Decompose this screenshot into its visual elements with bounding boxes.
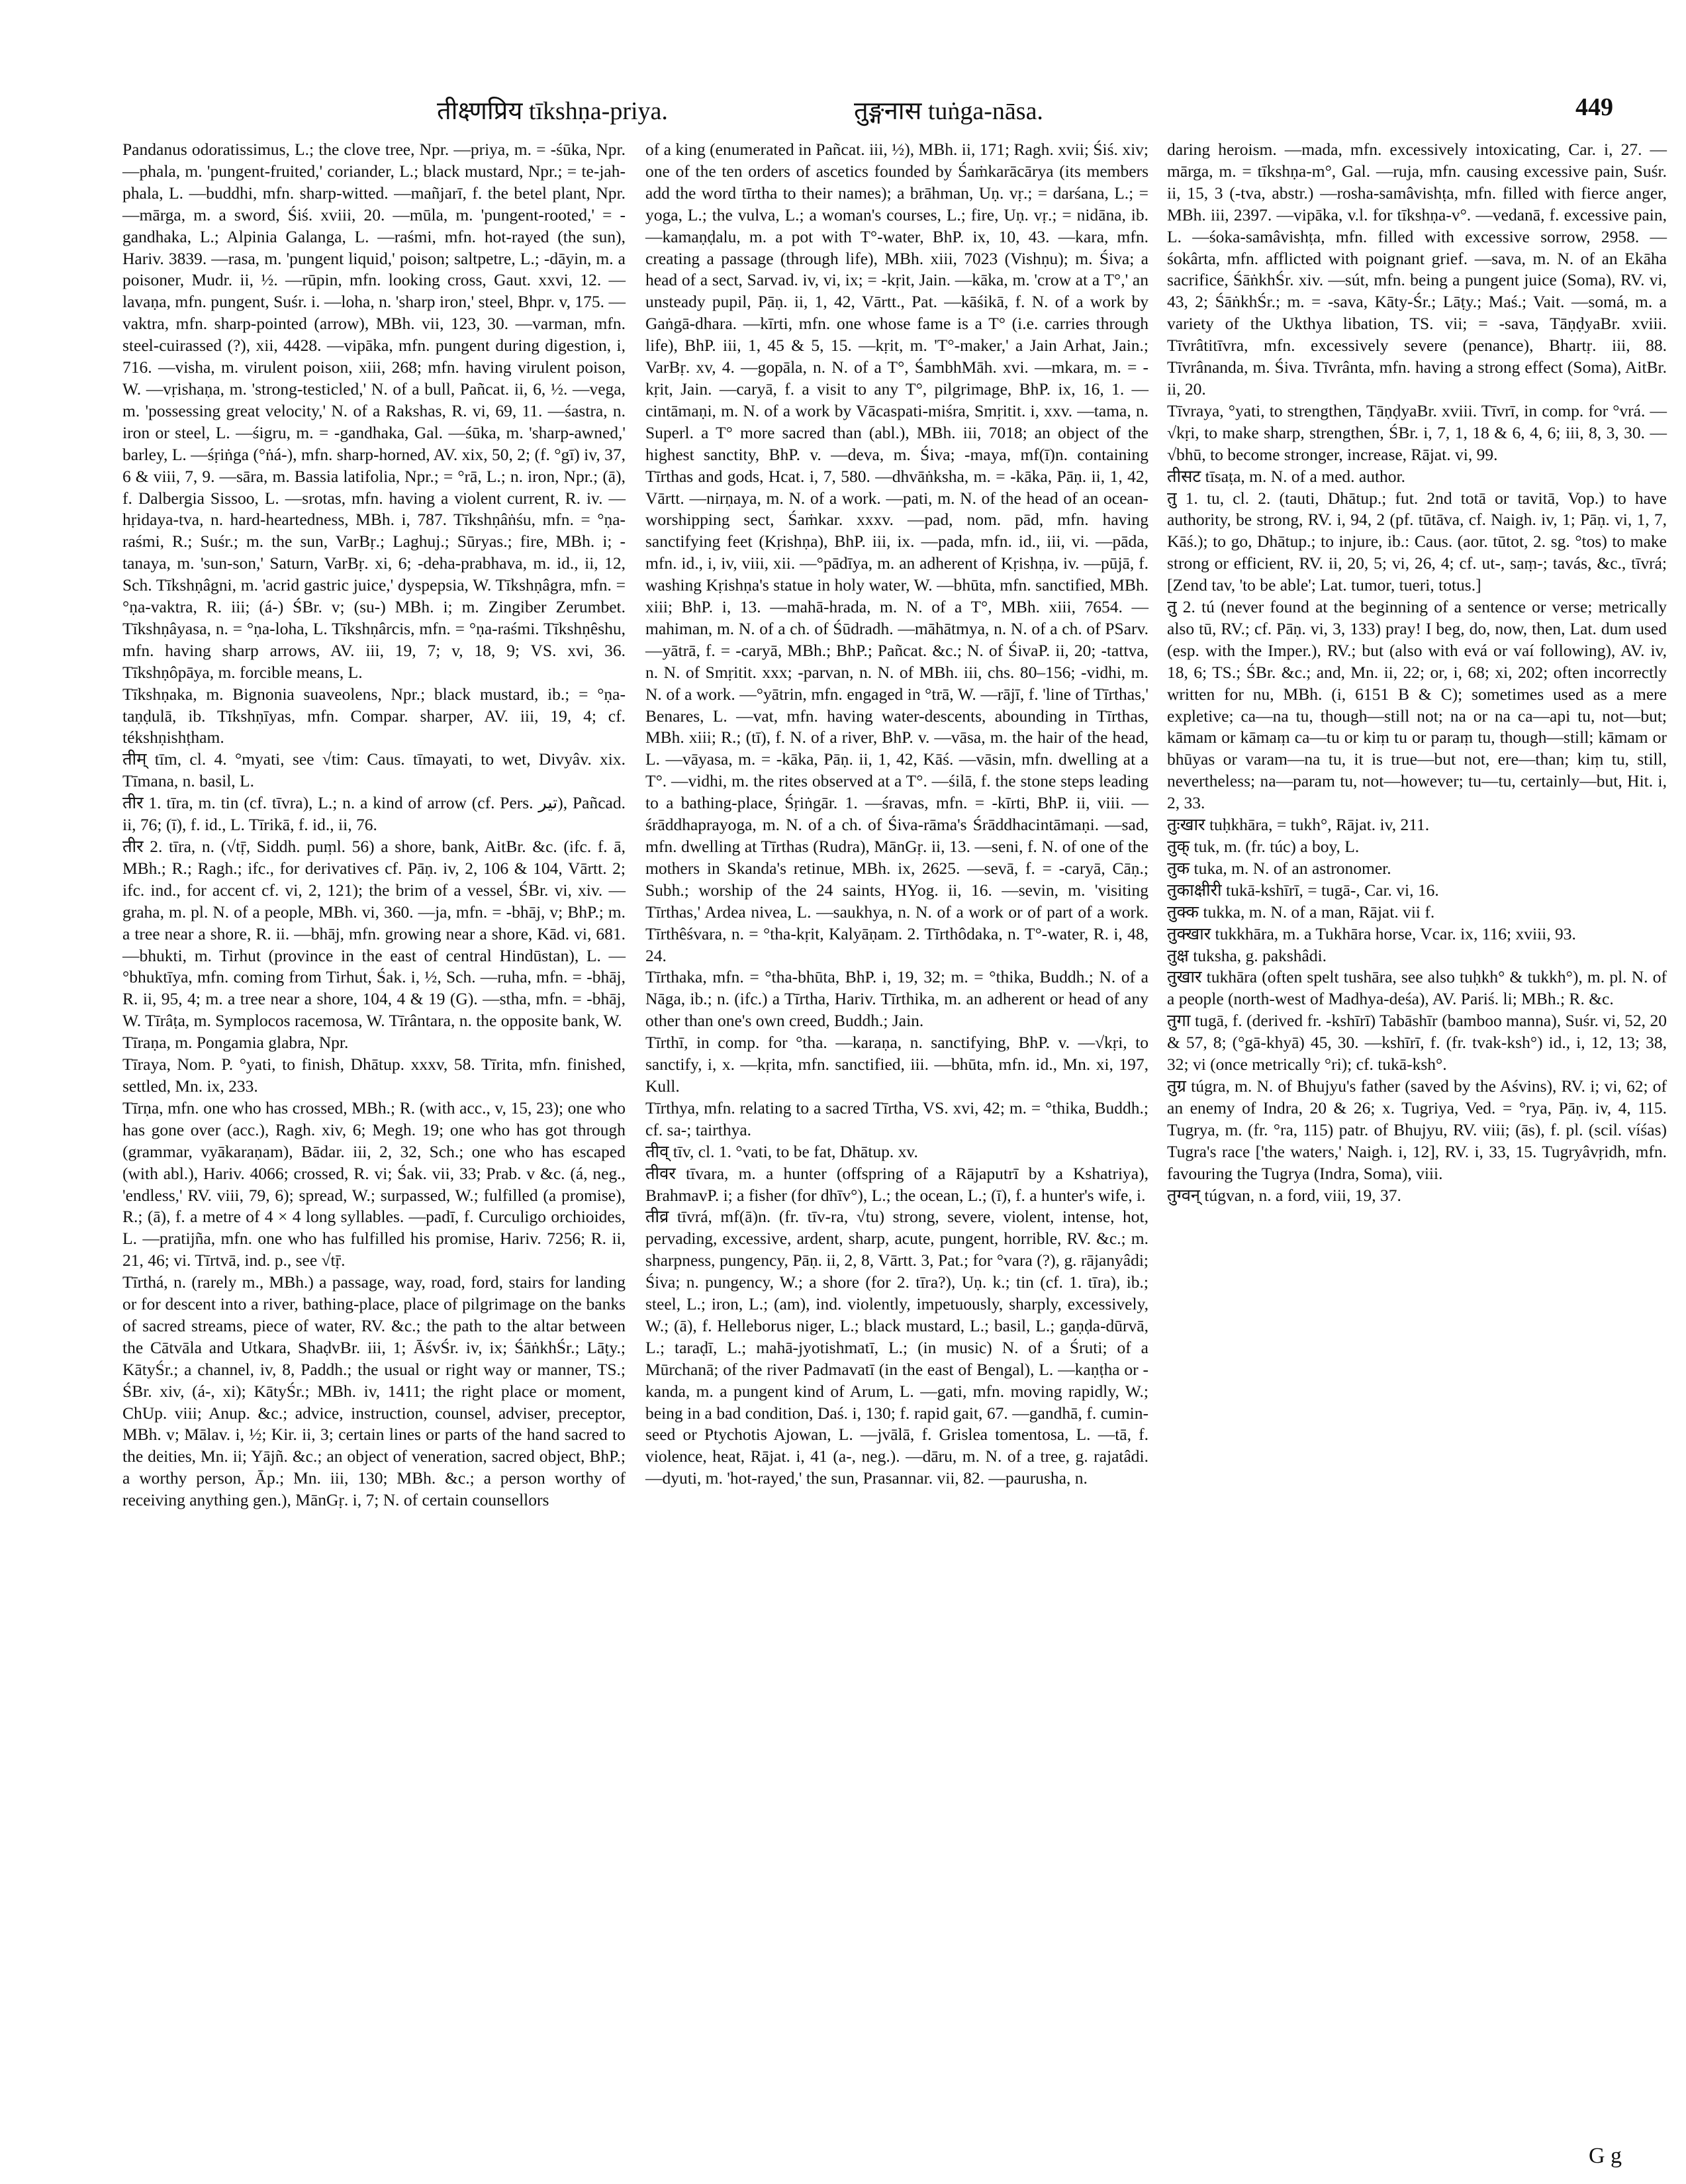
entry-paragraph: तुकाक्षीरी tukā-kshīrī, = tugā-, Car. vi, 16.: [1167, 880, 1439, 900]
entry-paragraph: daring heroism. —mada, mfn. excessively intoxicating, Car. i, 27. —mārga, m. = tīkshṇa-m°, Gal. —ruja, mfn. causing excessive pain, Suśr. ii, 15, 3 (-tva, abstr.) —rosha-samâvishṭa, mfn. filled with fierce anger, MBh. iii, 2397. —vipāka, v.l. for tīkshṇa-v°. —vedanā, f. excessive pain, L. —śoka-samâvishṭa, mfn. filled with excessive sorrow, 2958. —śokârta, mfn. afflicted with poignant grief. —sava, m. N. of an Ekāha sacrifice, ŚāṅkhŚr. xiv. —sút, mfn. being a pungent juice (Soma), RV. vi, 43, 2; ŚāṅkhŚr.; m. = -sava, Kāty-Śr.; Lāṭy.; Maś.; Vait. —somá, m. a variety of the Ukthya libation, TS. vii; = -sava, TāṇḍyaBr. xviii. Tīvrâtitīvra, mfn. excessively severe (penance), Bhartṛ. iii, 88. Tīvrânanda, m. Śiva. Tīvrânta, mfn. having a strong effect (Soma), AitBr. ii, 20.: [1167, 140, 1667, 399]
entry-paragraph: तुग्वन् túgvan, n. a ford, viii, 19, 37.: [1167, 1185, 1401, 1205]
entry-paragraph: Tīkshṇaka, m. Bignonia suaveolens, Npr.; black mustard, ib.; = °ṇa-taṇḍulā, ib. Tīkshṇīyas, mfn. Compar. sharper, AV. iii, 19, 4; cf. tékshṇishṭham.: [122, 684, 626, 747]
running-head-center: तुङ्गनास tuṅga-nāsa.: [854, 97, 1043, 125]
entry-paragraph: Tīrthaka, mfn. = °tha-bhūta, BhP. i, 19, 32; m. = °thika, Buddh.; N. of a Nāga, ib.; n. (ifc.) a Tīrtha, Hariv. Tīrthika, m. an adherent or head of any other than one's own creed, Buddh.; Jain.: [645, 967, 1148, 1031]
entry-paragraph: तीर 1. tīra, m. tin (cf. tīvra), L.; n. a kind of arrow (cf. Pers. تیر), Pañcad. ii, 76; (ī), f. id., L. Tīrikā, f. id., ii, 76.: [122, 793, 626, 835]
entry-paragraph: तुक्क tukka, m. N. of a man, Rājat. vii f.: [1167, 902, 1435, 922]
entry-paragraph: तीव् tīv, cl. 1. °vati, to be fat, Dhātup. xv.: [645, 1141, 918, 1161]
entry-paragraph: Tīrthá, n. (rarely m., MBh.) a passage, way, road, ford, stairs for landing or for descent into a river, bathing-place, place of pilgrimage on the banks of sacred streams, piece of water, RV. &c.; the path to the altar between the Cātvāla and Utkara, ShaḍvBr. iii, 1; ĀśvŚr. iv, ix; ŚāṅkhŚr.; Lāṭy.; KātyŚr.; a channel, iv, 8, Paddh.; the usual or right way or manner, TS.; ŚBr. xiv, (á-, xi); KātyŚr.; MBh. iv, 1411; the right place or moment, ChUp. viii; Anup. &c.; advice, instruction, counsel, adviser, preceptor, MBh. v; Mālav. i, ½; Kir. ii, 3; certain lines or parts of the hand sacred to the deities, Mn. ii; Yājñ. &c.; an object of veneration, sacred object, BhP.; a worthy person, Āp.; Mn. iii, 130; MBh. &c.; a person worthy of receiving anything gen.), MānGṛ. i, 7; N. of certain counsellors: [122, 1272, 626, 1510]
running-head-left: तीक्ष्णप्रिय tīkshṇa-priya.: [437, 97, 668, 125]
entry-paragraph: तु 2. tú (never found at the beginning of a sentence or verse; metrically also tū, RV.; cf. Pāṇ. vi, 3, 133) pray! I beg, do, now, then, Lat. dum used (esp. with the Imper.), RV.; but (also with evá or vaí following), AV. iv, 18, 6; TS.; ŚBr. &c.; and, Mn. ii, 22; or, i, 68; xi, 202; often incorrectly written for nu, MBh. (i, 6151 B & C); sometimes used as a mere expletive; ca—na tu, though—still not; na or na ca—api tu, not—but; kāmam or kāmaṃ ca—tu or kiṃ tu or paraṃ tu, though—still; kāmam or bhūyas or varam—na tu, it is true—but not, ere—than; kiṃ tu, still, nevertheless; na—param tu, not—however; tu—tu, certainly—but, Hit. i, 2, 33.: [1167, 597, 1667, 813]
entry-paragraph: Tīrthya, mfn. relating to a sacred Tīrtha, VS. xvi, 42; m. = °thika, Buddh.; cf. sa-; tairthya.: [645, 1098, 1148, 1139]
entry-paragraph: Tīrṇa, mfn. one who has crossed, MBh.; R. (with acc., v, 15, 23); one who has gone over (acc.), Ragh. xiv, 6; Megh. 19; one who has got through (grammar, vyākaraṇam), Bādar. iii, 2, 32, Sch.; one who has escaped (with abl.), Hariv. 4066; crossed, R. vi; Śak. vii, 33; Prab. v &c. (á, neg., 'endless,' RV. viii, 79, 6); spread, W.; surpassed, W.; fulfilled (a promise), R.; (ā), f. a metre of 4 × 4 long syllables. —padī, f. Curculigo orchioides, L. —pratijña, mfn. one who has fulfilled his promise, Hariv. 7256; R. ii, 21, 46; vi. Tīrtvā, ind. p., see √tṝ.: [122, 1098, 626, 1270]
entry-paragraph: तीसट tīsaṭa, m. N. of a med. author.: [1167, 466, 1405, 486]
entry-paragraph: तुक् tuk, m. (fr. túc) a boy, L.: [1167, 837, 1360, 856]
entry-paragraph: तुग्र túgra, m. N. of Bhujyu's father (saved by the Aśvins), RV. i; vi, 62; of an enemy of Indra, 20 & 26; x. Tugriya, Ved. = °rya, Pāṇ. iv, 4, 115. Tugrya, m. (fr. °ra, 115) patr. of Bhujyu, RV. viii; (ās), f. pl. (scil. víśas) Tugra's race ['the waters,' Naigh. i, 12], RV. i, 33, 15. Tugryâvṛidh, mfn. favouring the Tugrya (Indra, Soma), viii.: [1167, 1076, 1667, 1183]
entry-paragraph: तुक्खार tukkhāra, m. a Tukhāra horse, Vcar. ix, 116; xviii, 93.: [1167, 924, 1576, 943]
entry-paragraph: Tīraya, Nom. P. °yati, to finish, Dhātup. xxxv, 58. Tīrita, mfn. finished, settled, Mn. ix, 233.: [122, 1055, 626, 1096]
column-2: [645, 139, 1148, 1490]
column-1: [122, 139, 626, 1511]
column-3: [1167, 139, 1667, 1206]
entry-paragraph: तीम् tīm, cl. 4. °myati, see √tim: Caus. tīmayati, to wet, Divyâv. xix. Tīmana, n. basil, L.: [122, 749, 626, 791]
entry-paragraph: तीर 2. tīra, n. (√tṝ, Siddh. puṃl. 56) a shore, bank, AitBr. &c. (ifc. f. ā, MBh.; R.; Ragh.; ifc., for derivatives cf. Pāṇ. iv, 2, 106 & 104, Vārtt. 2; ifc. ind., for accent cf. vi, 2, 121); the brim of a vessel, ŚBr. vi, xiv. —graha, m. pl. N. of a people, MBh. vi, 360. —ja, mfn. = -bhāj, v; BhP.; m. a tree near a shore, R. ii. —bhāj, mfn. growing near a shore, Kād. vi, 681. —bhukti, m. Tirhut (province in the east of central Hindūstan), L. —°bhuktīya, mfn. coming from Tirhut, Śak. i, ½, Sch. —ruha, mfn. = -bhāj, R. ii, 95, 4; m. a tree near a shore, 104, 4 & 19 (G). —stha, mfn. = -bhāj, W. Tīrâṭa, m. Symplocos racemosa, W. Tīrântara, n. the opposite bank, W.: [122, 837, 626, 1031]
entry-paragraph: Tīvraya, °yati, to strengthen, TāṇḍyaBr. xviii. Tīvrī, in comp. for °vrá. —√kṛi, to make sharp, strengthen, ŚBr. i, 7, 1, 18 & 6, 4, 6; iii, 8, 3, 30. —√bhū, to become stronger, increase, Rājat. vi, 99.: [1167, 401, 1667, 464]
entry-paragraph: तुक tuka, m. N. of an astronomer.: [1167, 858, 1391, 878]
entry-paragraph: Tīrthī, in comp. for °tha. —karaṇa, n. sanctifying, BhP. v. —√kṛi, to sanctify, i, x. —kṛita, mfn. sanctified, iii. —bhūta, mfn. id., Mn. xi, 197, Kull.: [645, 1033, 1148, 1096]
entry-paragraph: तीवर tīvara, m. a hunter (offspring of a Rājaputrī by a Kshatriya), BrahmavP. i; a fisher (for dhīv°), L.; the ocean, L.; (ī), f. a hunter's wife, i.: [645, 1163, 1148, 1205]
page-number: 449: [1575, 93, 1613, 121]
entry-paragraph: तीव्र tīvrá, mf(ā)n. (fr. tīv-ra, √tu) strong, severe, violent, intense, hot, pervading, excessive, ardent, sharp, acute, pungent, horrible, RV. &c.; m. sharpness, pungency, Pāṇ. ii, 2, 8, Vārtt. 3, Pat.; for °vara (?), g. rājanyâdi; Śiva; n. pungency, W.; a shore (for 2. tīra?), Uṇ. k.; tin (cf. 1. tīra), ib.; steel, L.; iron, L.; (am), ind. violently, impetuously, sharply, excessively, W.; (ā), f. Helleborus niger, L.; black mustard, L.; basil, L.; gaṇḍa-dūrvā, L.; taraḍī, L.; mahā-jyotishmatī, L.; (in music) N. of a Śruti; of a Mūrchanā; of the river Padmavatī (in the east of Bengal), L. —kaṇṭha or -kanda, m. a pungent kind of Arum, L. —gati, mfn. moving rapidly, W.; being in a bad condition, Daś. i, 130; f. rapid gait, 67. —gandhā, f. cumin-seed or Ptychotis Ajowan, L. —jvālā, f. Grislea tomentosa, L. —tā, f. violence, heat, Rājat. i, 41 (a-, neg.). —dāru, m. N. of a tree, g. rajatâdi. —dyuti, m. 'hot-rayed,' the sun, Prasannar. vii, 82. —paurusha, n.: [645, 1207, 1148, 1488]
entry-paragraph: of a king (enumerated in Pañcat. iii, ½), MBh. ii, 171; Ragh. xvii; Śiś. xiv; one of the ten orders of ascetics founded by Śaṁkarācārya (its members add the word tīrtha to their names); a brāhman, Uṇ. vṛ.; = darśana, L.; = yoga, L.; the vulva, L.; a woman's courses, L.; fire, Uṇ. vṛ.; = nidāna, ib. —kamaṇḍalu, m. a pot with T°-water, BhP. ix, 10, 43. —kara, mfn. creating a passage (through life), MBh. xiii, 7023 (Vishṇu); m. Śiva; a head of a sect, Sarvad. iv, vi, ix; = -kṛit, Jain. —kāka, m. 'crow at a T°,' an unsteady pupil, Pāṇ. ii, 1, 42, Vārtt., Pat. —kāśikā, f. N. of a work by Gaṅgā-dhara. —kīrti, mfn. one whose fame is a T° (i.e. carries through life), BhP. iii, 1, 45 & 5, 15. —kṛit, m. 'T°-maker,' a Jain Arhat, Jain.; VarBṛ. xv, 4. —gopāla, n. N. of a T°, ŚambhMāh. xvi. —mkara, m. = -kṛit, Jain. —caryā, f. a visit to any T°, pilgrimage, BhP. ix, 16, 1. —cintāmaṇi, m. N. of a work by Vācaspati-miśra, Smṛitit. i, xxv. —tama, n. Superl. a T° more sacred than (abl.), MBh. iii, 7018; an object of the highest sanctity, BhP. v. —deva, m. Śiva; -maya, mf(ī)n. containing Tīrthas and gods, Hcat. i, 7, 580. —dhvāṅksha, m. = -kāka, Pāṇ. ii, 1, 42, Vārtt. —nirṇaya, m. N. of a work. —pati, m. N. of the head of an ocean-worshipping sect, Śaṁkar. xxxv. —pad, nom. pād, mfn. having sanctifying feet (Kṛishṇa), BhP. iii, ix. —pada, mfn. id., iii, vi. —pāda, mfn. id., i, iv, viii, xii. —°pādīya, m. an adherent of Kṛishṇa, iv. —pūjā, f. washing Kṛishṇa's statue in holy water, W. —bhūta, mfn. sanctified, MBh. xiii; BhP. i, 13. —mahā-hrada, m. N. of a T°, MBh. xiii, 7654. —mahiman, m. N. of a ch. of Śūdradh. —māhātmya, n. N. of a ch. of PSarv. —yātrā, f. = -caryā, MBh.; BhP.; Pañcat. &c.; N. of ŚivaP. ii, 20; -tattva, n. N. of Smṛitit. xxx; -parvan, n. N. of MBh. iii, chs. 80–156; -vidhi, m. N. of a work. —°yātrin, mfn. engaged in °trā, W. —rājī, f. 'line of Tīrthas,' Benares, L. —vat, mfn. having water-descents, abounding in Tīrthas, MBh. xiii; R.; (tī), f. N. of a river, BhP. v. —vāsa, m. the hair of the head, L. —vāyasa, m. = -kāka, Pāṇ. ii, 1, 42, Kāś. —vāsin, mfn. dwelling at a T°. —vidhi, m. the rites observed at a T°. —śilā, f. the stone steps leading to a bathing-place, Śṛiṅgār. 1. —śravas, mfn. = -kīrti, BhP. ii, viii. —śrāddhaprayoga, m. N. of a ch. of Śiva-rāma's Śrāddhacintāmaṇi. —sad, mfn. dwelling at Tīrthas (Rudra), MānGṛ. ii, 13. —seni, f. N. of one of the mothers in Skanda's retinue, MBh. ix, 2625. —sevā, f. = -caryā, Cāṇ.; Subh.; worship of the 24 saints, HYog. ii, 16. —sevin, m. 'visiting Tīrthas,' Ardea nivea, L. —saukhya, n. N. of a work or of part of a work. Tīrthêśvara, n. = °tha-kṛit, Kalyāṇam. 2. Tīrthôdaka, n. T°-water, R. i, 48, 24.: [645, 140, 1148, 965]
entry-paragraph: तुःखार tuḥkhāra, = tukh°, Rājat. iv, 211.: [1167, 815, 1430, 835]
entry-paragraph: Pandanus odoratissimus, L.; the clove tree, Npr. —priya, m. = -śūka, Npr. —phala, m. 'pungent-fruited,' coriander, L.; black mustard, Npr.; = te-jah-phala, L. —buddhi, mfn. sharp-witted. —mañjarī, f. the betel plant, Npr. —mārga, m. a sword, Śiś. xviii, 20. —mūla, m. 'pungent-rooted,' = -gandhaka, L.; Alpinia Galanga, L. —raśmi, mfn. hot-rayed (the sun), Hariv. 3839. —rasa, m. 'pungent liquid,' poison; saltpetre, L.; -dāyin, m. a poisoner, Mudr. ii, ½. —rūpin, mfn. looking cross, Gaut. xxvi, 12. —lavaṇa, mfn. pungent, Suśr. i. —loha, n. 'sharp iron,' steel, Bhpr. v, 175. —vaktra, mfn. sharp-pointed (arrow), MBh. vii, 123, 30. —varman, mfn. steel-cuirassed (?), xii, 4428. —vipāka, mfn. pungent during digestion, i, 716. —visha, m. virulent poison, xiii, 268; mfn. having virulent poison, W. —vṛishaṇa, m. 'strong-testicled,' N. of a bull, Pañcat. ii, 6, ½. —vega, m. 'possessing great velocity,' N. of a Rakshas, R. vi, 69, 11. —śastra, n. iron or steel, L. —śigru, m. = -gandhaka, Gal. —śūka, m. 'sharp-awned,' barley, L. —śṛiṅga (°ṅá-), mfn. sharp-horned, AV. xix, 50, 2; (f. °gī) iv, 37, 6 & viii, 7, 9. —sāra, m. Bassia latifolia, Npr.; = °rā, L.; n. iron, Npr.; (ā), f. Dalbergia Sissoo, L. —srotas, mfn. having a violent current, R. iv. —hṛidaya-tva, n. hard-heartedness, MBh. i, 787. Tīkshṇâṅśu, mfn. = °ṇa-raśmi, R.; Suśr.; m. the sun, VarBṛ.; Laghuj.; Sūryas.; fire, MBh. i; -tanaya, m. 'sun-son,' Saturn, VarBṛ. xi, 6; -deha-prabhava, m. id., ii, 12, Sch. Tīkshṇâgni, m. 'acrid gastric juice,' dyspepsia, W. Tīkshṇâgra, mfn. = °ṇa-vaktra, R. iii; (á-) ŚBr. v; (su-) MBh. i; m. Zingiber Zerumbet. Tīkshṇâyasa, n. = °ṇa-loha, L. Tīkshṇârcis, mfn. = °ṇa-raśmi. Tīkshṇêshu, mfn. having sharp arrows, AV. iii, 19, 7; v, 18, 9; VS. xvi, 36. Tīkshṇôpāya, m. forcible means, L.: [122, 140, 626, 682]
entry-paragraph: तुगा tugā, f. (derived fr. -kshīrī) Tabāshīr (bamboo manna), Suśr. vi, 52, 20 & 57, 8; (°gā-khyā) 45, 30. —kshīrī, f. (fr. tvak-ksh°) id., i, 12, 13; 38, 32; vi (once metrically °ri); cf. tukā-ksh°.: [1167, 1011, 1667, 1074]
signature-mark: G g: [1589, 2144, 1622, 2168]
entry-paragraph: तुक्ष tuksha, g. pakshâdi.: [1167, 945, 1327, 965]
entry-paragraph: Tīraṇa, m. Pongamia glabra, Npr.: [122, 1033, 349, 1053]
entry-paragraph: तु 1. tu, cl. 2. (tauti, Dhātup.; fut. 2nd totā or tavitā, Vop.) to have authority, be strong, RV. i, 94, 2 (pf. tūtāva, cf. Naigh. iv, 1; Pāṇ. vi, 1, 7, Kāś.); to go, Dhātup.; to injure, ib.: Caus. (aor. tūtot, 2. sg. °tos) to make strong or efficient, RV. ii, 20, 5; vi, 26, 4; cf. ut-, saṃ-; tavás, &c., tīvrá; [Zend tav, 'to be able'; Lat. tumor, tueri, totus.]: [1167, 488, 1667, 595]
entry-paragraph: तुखार tukhāra (often spelt tushāra, see also tuḥkh° & tukkh°), m. pl. N. of a people (north-west of Madhya-deśa), AV. Pariś. li; MBh.; R. &c.: [1167, 967, 1667, 1009]
